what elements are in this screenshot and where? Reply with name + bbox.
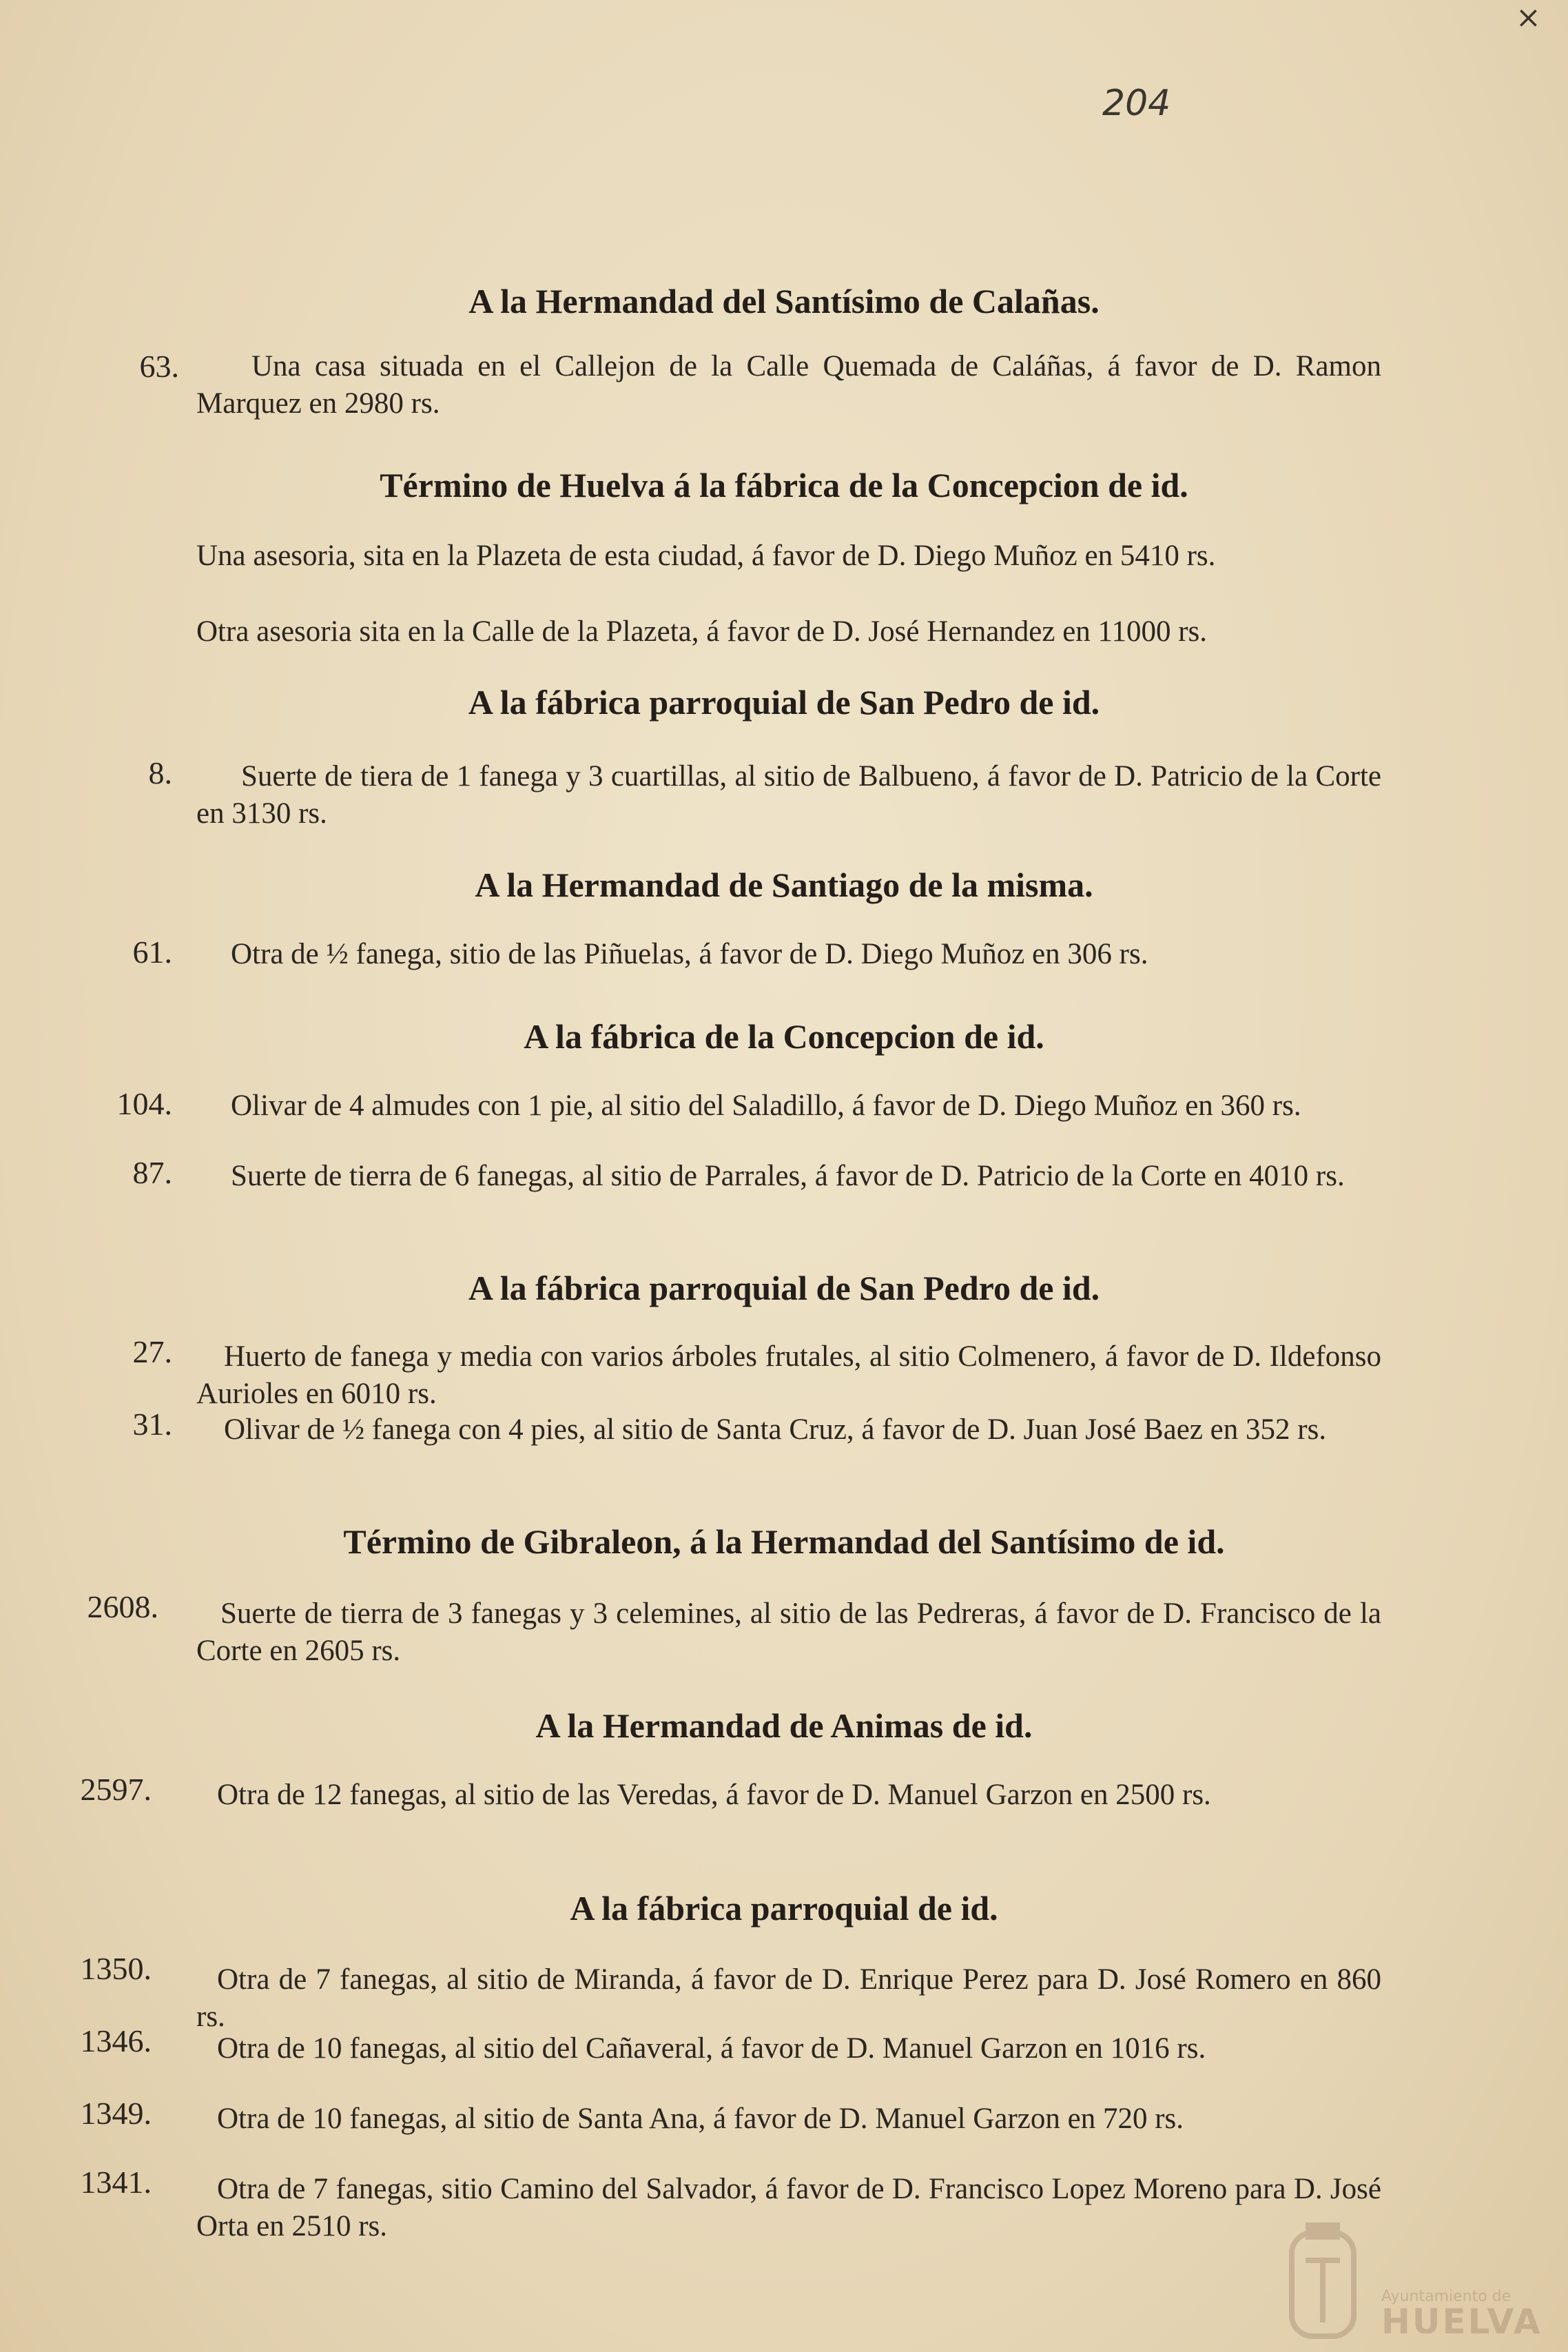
- section-heading: A la fábrica de la Concepcion de id.: [524, 1017, 1044, 1056]
- entry-number: 8.: [148, 755, 172, 790]
- entry-number: 2608.: [87, 1589, 158, 1624]
- entry-text: Una casa situada en el Callejon de la Calle Quemada de Caláñas, á favor de D. Ramon Marquez en 2980 rs.: [196, 350, 1381, 420]
- section-heading: Término de Huelva á la fábrica de la Concepcion de id.: [380, 466, 1188, 504]
- section-heading: Término de Gibraleon, á la Hermandad del Santísimo de id.: [343, 1522, 1225, 1561]
- section-heading: A la fábrica parroquial de San Pedro de id.: [468, 1269, 1100, 1307]
- entry-text: Huerto de fanega y media con varios árboles frutales, al sitio Colmenero, á favor de D. Ildefonso Aurioles en 6010 rs.: [196, 1340, 1381, 1410]
- entry-number: 87.: [132, 1155, 172, 1190]
- entry-number: 1349.: [80, 2096, 152, 2131]
- entry-number: 1346.: [80, 2023, 152, 2058]
- section-heading: A la Hermandad de Animas de id.: [535, 1706, 1033, 1745]
- corner-mark: ×: [1516, 0, 1541, 35]
- entry-text: Otra de 12 fanegas, al sitio de las Veredas, á favor de D. Manuel Garzon en 2500 rs.: [217, 1779, 1211, 1811]
- entry-number: 61.: [132, 934, 172, 970]
- entry-number: 1341.: [80, 2165, 152, 2200]
- entry-number: 31.: [132, 1407, 172, 1442]
- entry-number: 104.: [116, 1086, 172, 1121]
- section-heading: A la fábrica parroquial de id.: [570, 1889, 998, 1927]
- entry-number: 63.: [139, 349, 179, 384]
- watermark-line1: Ayuntamiento de: [1381, 2288, 1512, 2305]
- entry-text: Suerte de tierra de 6 fanegas, al sitio de Parrales, á favor de D. Patricio de la Corte en 4010 rs.: [231, 1160, 1345, 1192]
- entry-text: Suerte de tiera de 1 fanega y 3 cuartillas, al sitio de Balbueno, á favor de D. Patricio de la Corte en 3130 rs.: [196, 760, 1381, 830]
- entry-text: Otra de 7 fanegas, sitio Camino del Salvador, á favor de D. Francisco Lopez Moreno para D. José Orta en 2510 rs.: [196, 2173, 1381, 2242]
- entry-text: Suerte de tierra de 3 fanegas y 3 celemines, al sitio de las Pedreras, á favor de D. Francisco de la Corte en 2605 rs.: [196, 1597, 1381, 1667]
- entry-text: Otra de 10 fanegas, al sitio del Cañaveral, á favor de D. Manuel Garzon en 1016 rs.: [217, 2032, 1206, 2065]
- watermark-line2: HUELVA: [1381, 2302, 1543, 2342]
- entry-text: Otra de 7 fanegas, al sitio de Miranda, á favor de D. Enrique Perez para D. José Romero en 860 rs.: [196, 1963, 1381, 2033]
- entry-text: Olivar de 4 almudes con 1 pie, al sitio del Saladillo, á favor de D. Diego Muñoz en 360 rs.: [231, 1090, 1301, 1122]
- huelva-watermark: [1278, 2219, 1554, 2343]
- entry-number: 1350.: [80, 1951, 152, 1986]
- entry-text: Otra asesoria sita en la Calle de la Plazeta, á favor de D. José Hernandez en 11000 rs.: [196, 615, 1207, 648]
- folio-number: 204: [1102, 83, 1171, 124]
- entry-text: Una asesoria, sita en la Plazeta de esta ciudad, á favor de D. Diego Muñoz en 5410 rs.: [196, 540, 1216, 572]
- entry-number: 27.: [132, 1334, 172, 1369]
- entry-number: 2597.: [80, 1772, 152, 1807]
- section-heading: A la Hermandad del Santísimo de Calañas.: [468, 282, 1100, 320]
- crest-icon: [1278, 2219, 1368, 2343]
- section-heading: A la fábrica parroquial de San Pedro de id.: [468, 683, 1100, 722]
- entry-text: Otra de 10 fanegas, al sitio de Santa Ana, á favor de D. Manuel Garzon en 720 rs.: [217, 2103, 1184, 2135]
- entry-text: Olivar de ½ fanega con 4 pies, al sitio de Santa Cruz, á favor de D. Juan José Baez en 352 rs.: [224, 1413, 1327, 1446]
- section-heading: A la Hermandad de Santiago de la misma.: [475, 866, 1093, 904]
- entry-text: Otra de ½ fanega, sitio de las Piñuelas, á favor de D. Diego Muñoz en 306 rs.: [231, 938, 1148, 970]
